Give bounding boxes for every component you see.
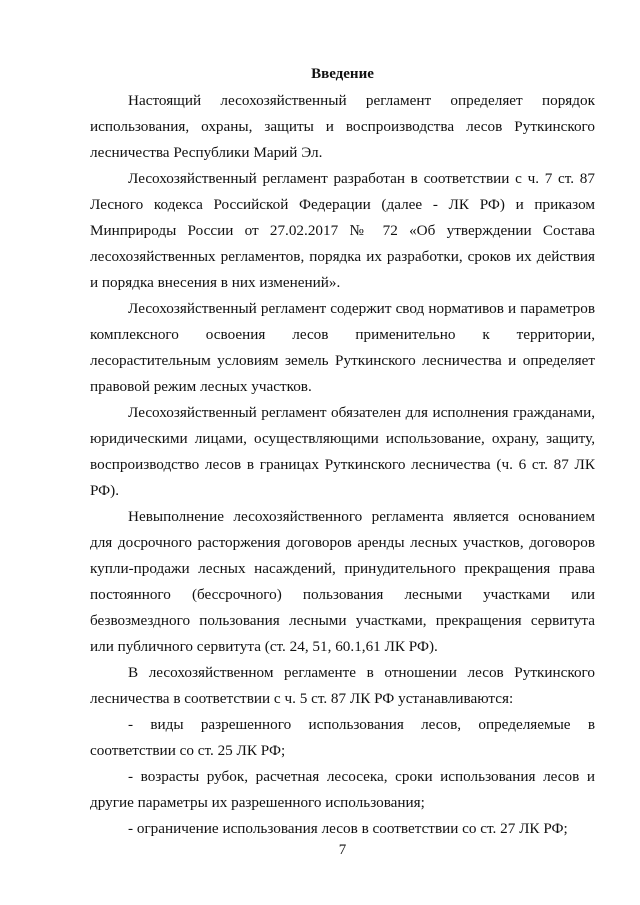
- section-heading: Введение: [311, 66, 374, 82]
- list-item-usage-types: - виды разрешенного использования лесов, определяемые в соответствии со ст. 25 ЛК РФ;: [90, 716, 595, 759]
- paragraph-purpose: Настоящий лесохозяйственный регламент определяет порядок использования, охраны, защиты и воспроизводства лесов Руткинского лесничества Республики Марий Эл.: [90, 92, 595, 161]
- list-item-restrictions: - ограничение использования лесов в соответствии со ст. 27 ЛК РФ;: [128, 820, 568, 837]
- paragraph-obligation: Лесохозяйственный регламент обязателен для исполнения гражданами, юридическими лицами, осуществляющими использование, охрану, защиту, воспроизводство лесов в границах Руткинского лесничества (ч. 6 ст. 87 ЛК РФ).: [90, 404, 595, 499]
- paragraph-legal-basis: Лесохозяйственный регламент разработан в соответствии с ч. 7 ст. 87 Лесного кодекса Российской Федерации (далее - ЛК РФ) и приказом Минприроды России от 27.02.2017 № 72 «Об утверждении Состава лесохозяйственных регламентов, порядка их разработки, сроков их действия и порядка внесения в них изменений».: [90, 170, 595, 291]
- list-item-felling-ages: - возрасты рубок, расчетная лесосека, сроки использования лесов и другие параметры их разрешенного использования;: [90, 768, 595, 811]
- paragraph-established: В лесохозяйственном регламенте в отношении лесов Руткинского лесничества в соответствии с ч. 5 ст. 87 ЛК РФ устанавливаются:: [90, 664, 595, 707]
- page-number: 7: [338, 842, 347, 858]
- paragraph-violation: Невыполнение лесохозяйственного регламента является основанием для досрочного расторжения договоров аренды лесных участков, договоров купли-продажи лесных насаждений, принудительного прекращения права постоянного (бессрочного) пользования лесными участками или безвозмездного пользования лесными участками, прекращения сервитута или публичного сервитута (ст. 24, 51, 60.1,61 ЛК РФ).: [90, 508, 595, 655]
- paragraph-content: Лесохозяйственный регламент содержит свод нормативов и параметров комплексного освоения лесов применительно к территории, лесорастительным условиям земель Руткинского лесничества и определяет правовой режим лесных участков.: [90, 300, 595, 395]
